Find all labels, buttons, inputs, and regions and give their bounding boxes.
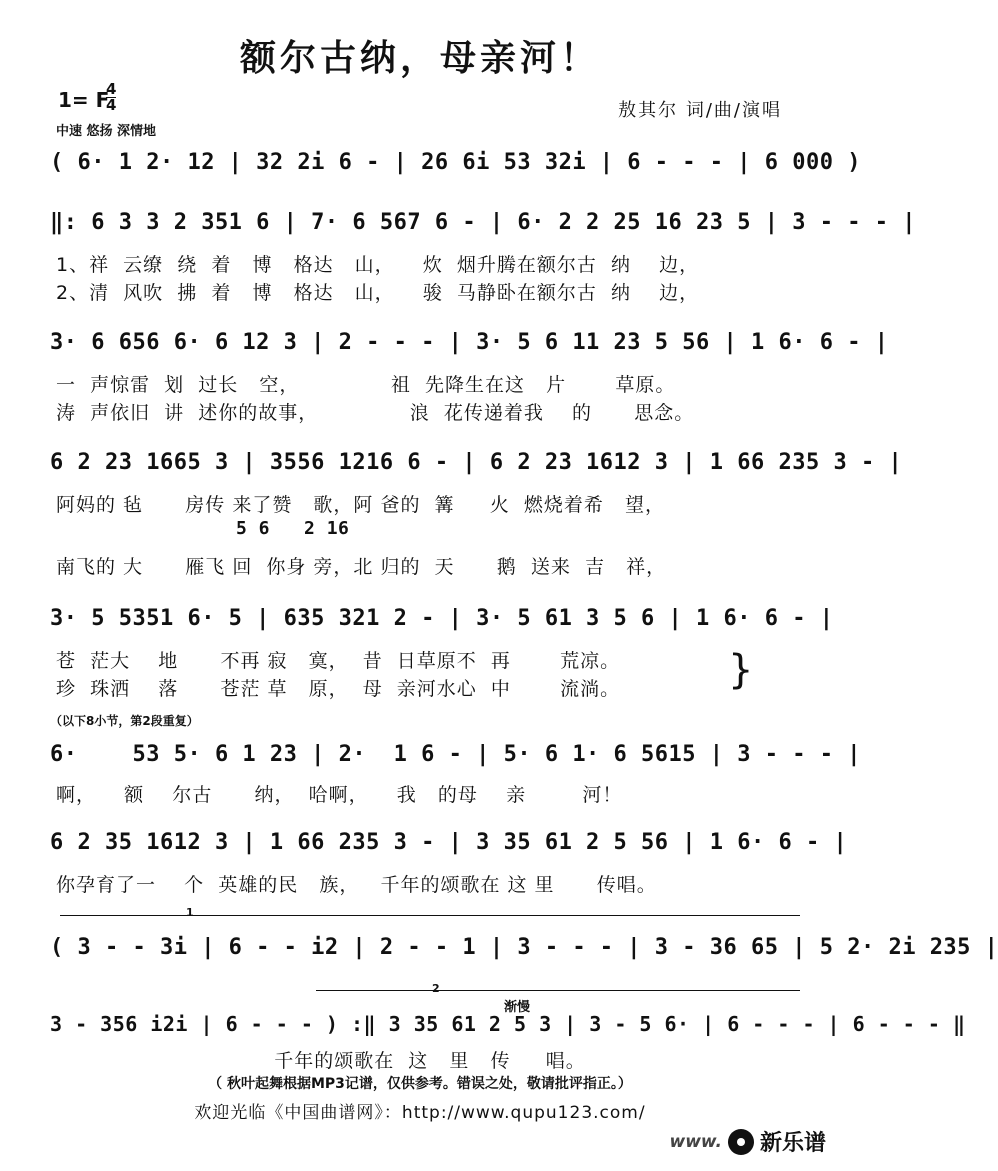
credit-line: 敖其尔 词/曲/演唱 [618,100,782,121]
site-logo [669,1126,826,1157]
site-credit: 欢迎光临《中国曲谱网》：http://www.qupu123.com/ [194,1103,646,1123]
logo-www: www. [669,1131,722,1152]
meter-top: 4 [106,80,117,98]
lyric-3-verse-2: 涛 声依旧 讲 述你的故事， 浪 花传递着我 的 思念。 [56,402,695,424]
disc-icon [728,1129,754,1155]
notation-line-5: 3· 5 5351 6· 5 | 635 321 2 - | 3· 5 61 3 5 6 | 1 6· 6 - | [50,606,834,631]
lyric-4-verse-2: 南飞的 大 雁飞 回 你身 旁，北 归的 天 鹅 送来 吉 祥， [56,556,667,578]
notation-line-6: 6· 53 5· 6 1 23 | 2· 1 6 - | 5· 6 1· 6 5615 | 3 - - - | [50,742,861,767]
lyric-5-verse-1: 苍 茫大 地 不再 寂 寞， 昔 日草原不 再 荒凉。 [56,650,621,672]
repeat-instruction: （以下8小节，第2段重复） [50,714,199,728]
page-title: 额尔古纳，母亲河！ [239,38,600,79]
lyric-4-verse-1: 阿妈的 毡 房传 来了赞 歌，阿 爸的 篝 火 燃烧着希 望， [56,494,665,516]
lyric-7: 你孕育了一 个 英雄的民 族， 千年的颂歌在 这 里 传唱。 [56,874,657,896]
notation-line-2: ‖: 6 3 3 2 351 6 | 7· 6 567 6 - | 6· 2 2 25 16 23 5 | 3 - - - | [50,210,916,235]
ritardando-marking: 渐慢 [504,1000,531,1015]
lyric-9: 千年的颂歌在 这 里 传 唱。 [56,1050,586,1072]
lyric-5-verse-2: 珍 珠洒 落 苍茫 草 原， 母 亲河水心 中 流淌。 [56,678,621,700]
logo-name: 新乐谱 [759,1131,826,1156]
lyric-2-verse-1: 1、祥 云缭 绕 着 博 格达 山， 炊 烟升腾在额尔古 纳 边， [56,254,700,276]
tempo-marking: 中速 悠扬 深情地 [56,124,157,139]
lyric-3-verse-1: 一 声惊雷 划 过长 空， 祖 先降生在这 片 草原。 [56,374,676,396]
notation-line-3: 3· 6 656 6· 6 12 3 | 2 - - - | 3· 5 6 11 23 5 56 | 1 6· 6 - | [50,330,889,355]
transcription-note: （ 秋叶起舞根据MP3记谱，仅供参考。错误之处，敬请批评指正。） [208,1076,632,1092]
verse-bracket: } [728,647,754,693]
notation-line-4: 6 2 23 1665 3 | 3556 1216 6 - | 6 2 23 1612 3 | 1 66 235 3 - | [50,450,903,475]
volta-1-bracket [60,915,800,916]
volta-2-number: 2 [432,982,440,995]
notation-line-7: 6 2 35 1612 3 | 1 66 235 3 - | 3 35 61 2 5 56 | 1 6· 6 - | [50,830,848,855]
lyric-2-verse-2: 2、清 风吹 拂 着 博 格达 山， 骏 马静卧在额尔古 纳 边， [56,282,700,304]
meter-bottom: 4 [106,96,117,114]
notation-line-4-alt: 5 6 2 16 [236,518,350,539]
volta-1-number: 1 [186,906,194,919]
lyric-6: 啊， 额 尔古 纳， 哈啊， 我 的母 亲 河！ [56,784,623,806]
volta-2-bracket [316,990,800,991]
time-signature [106,82,116,113]
notation-line-8: ( 3 - - 3i | 6 - - i2 | 2 - - 1 | 3 - - - | 3 - 36 65 | 5 2· 2i 235 | [50,935,998,960]
key-signature: 1= F [58,88,110,112]
notation-line-1: ( 6· 1 2· 12 | 32 2i 6 - | 26 6i 53 32i | 6 - - - | 6 000 ) [50,150,861,175]
notation-line-9: 3 - 356 i2i | 6 - - - ) :‖ 3 35 61 2 5 3 | 3 - 5 6· | 6 - - - | 6 - - - ‖ [50,1012,966,1036]
